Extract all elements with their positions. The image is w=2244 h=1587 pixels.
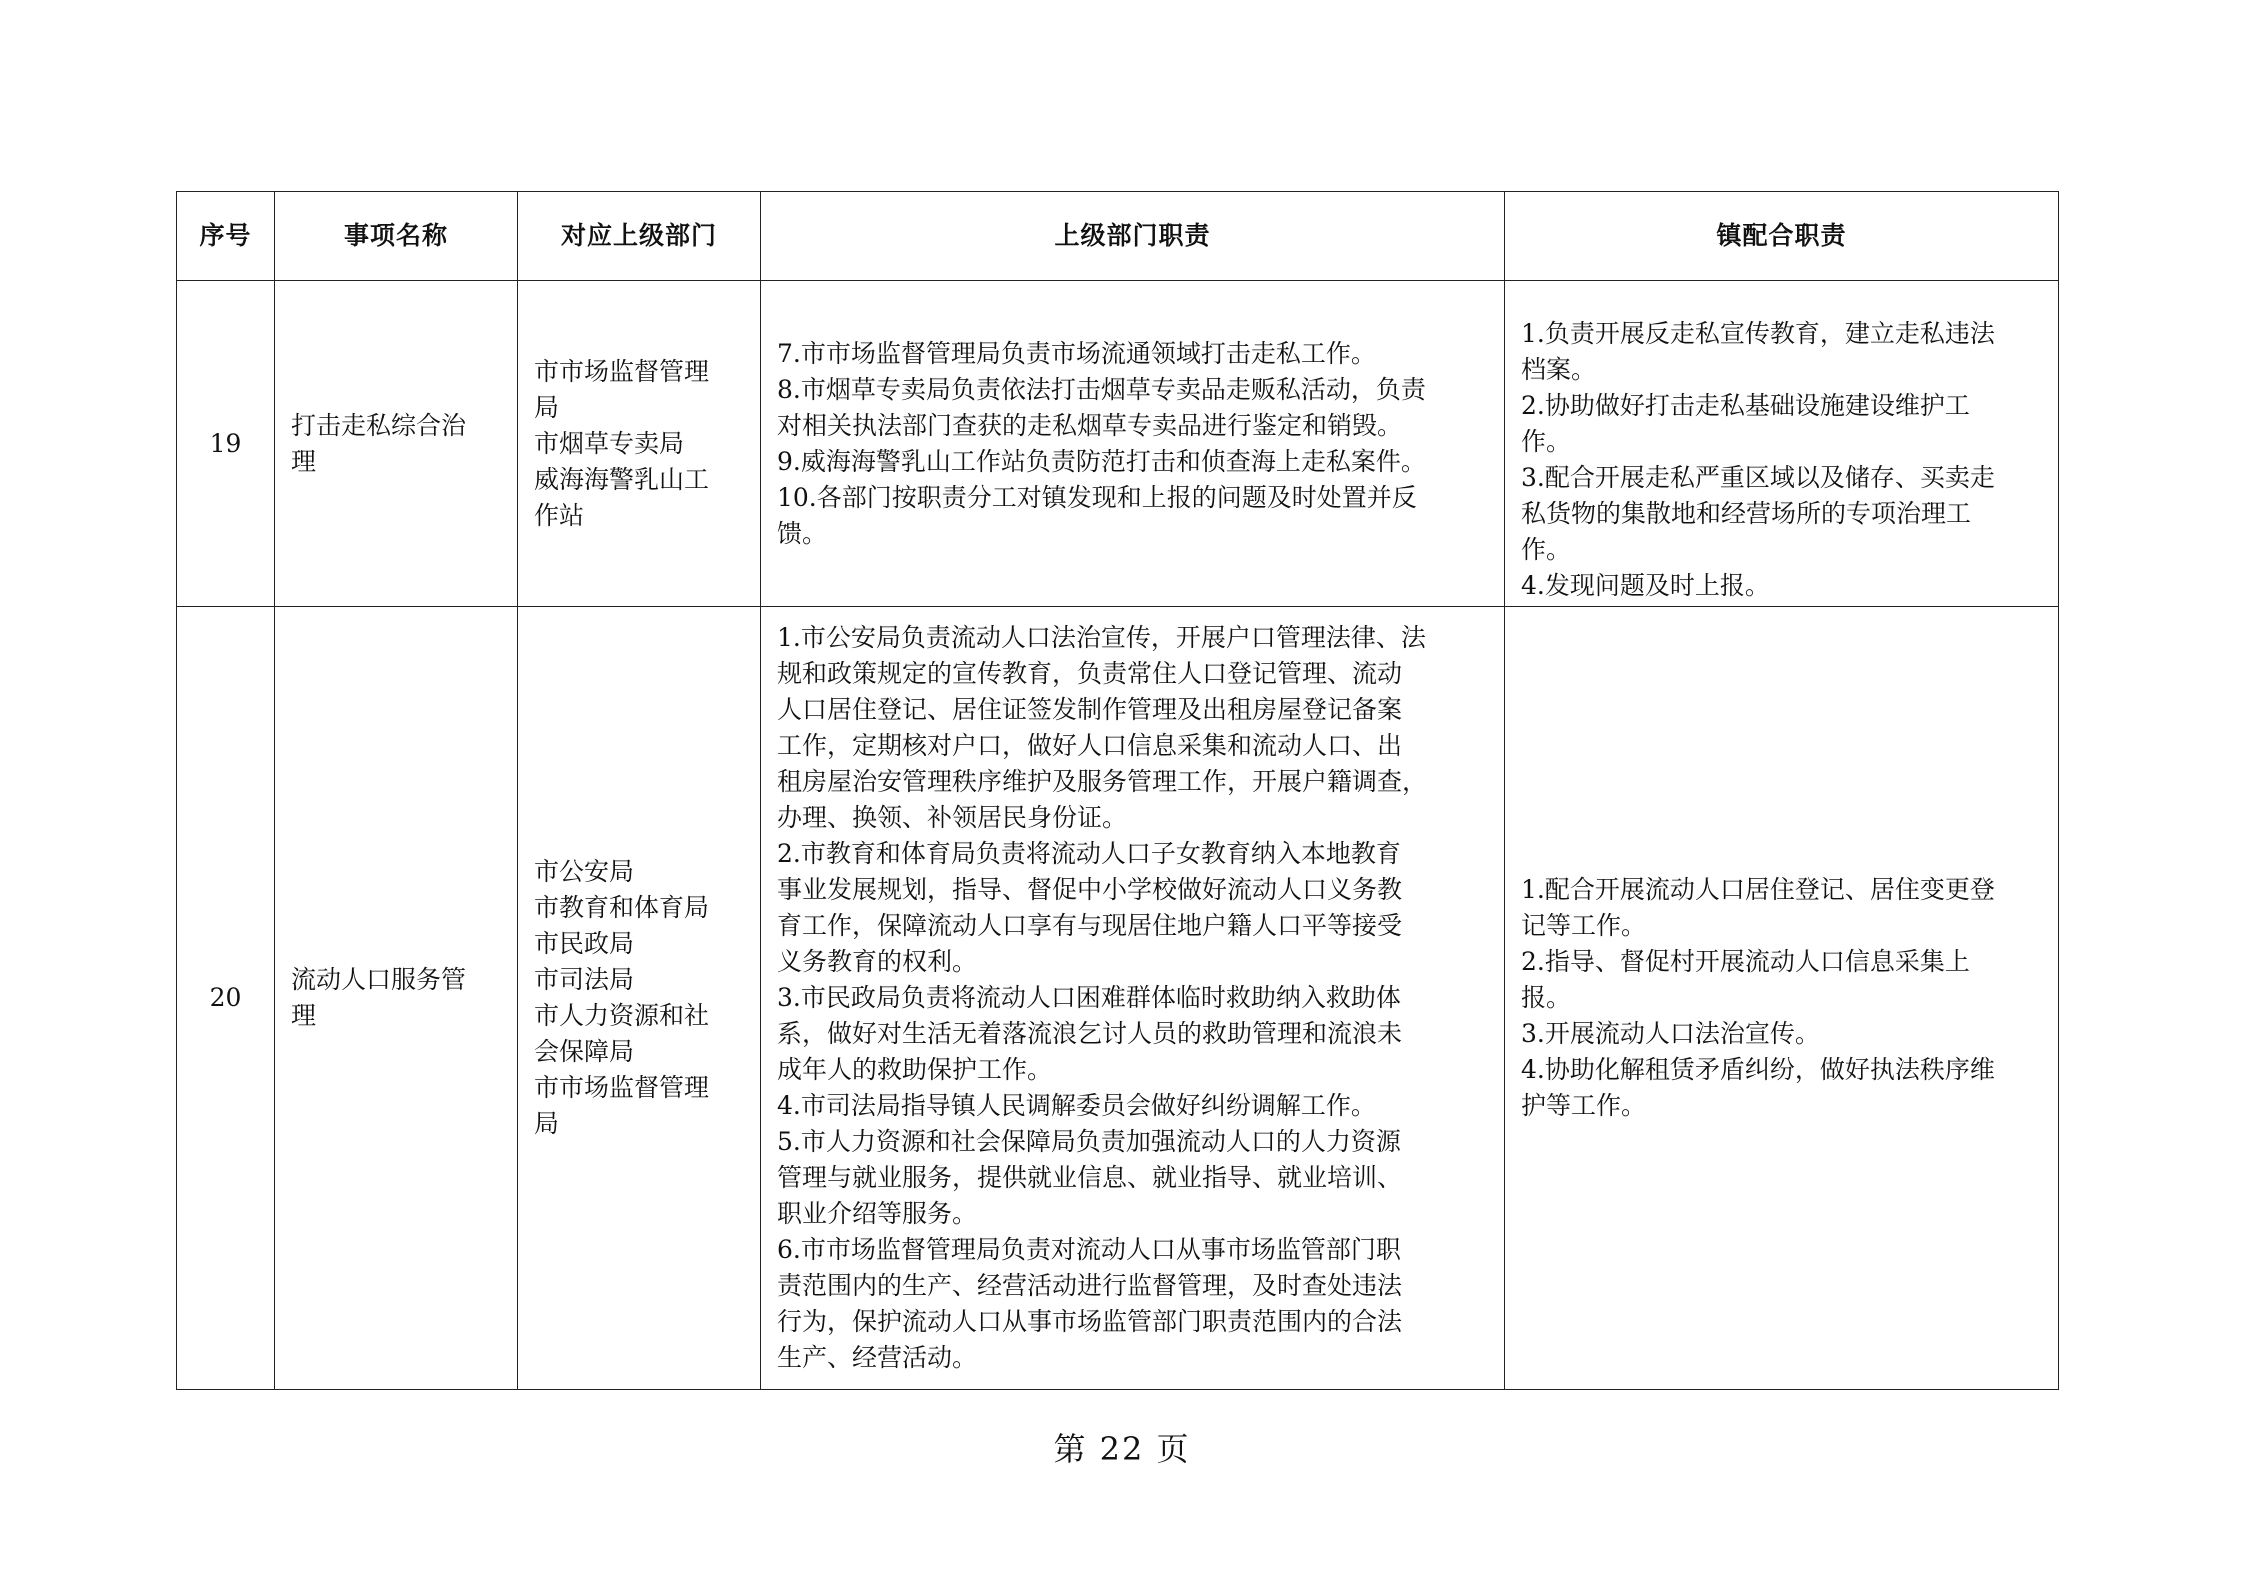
town-duties-cell [1505,607,2059,1390]
cell-line: 义务教育的权利。 [777,947,978,976]
cell-line: 护等工作。 [1521,1091,1647,1120]
cell-line: 1.市公安局负责流动人口法治宣传，开展户口管理法律、法 [777,623,1426,652]
cell-line: 3.开展流动人口法治宣传。 [1521,1019,1820,1048]
cell-line: 报。 [1521,983,1572,1012]
cell-line: 市教育和体育局 [534,893,710,922]
cell-line: 作。 [1521,427,1572,456]
cell-line: 8.市烟草专卖局负责依法打击烟草专卖品走贩私活动，负责 [777,374,1426,404]
cell-line: 4.协助化解租赁矛盾纠纷，做好执法秩序维 [1521,1055,1995,1084]
superior-dept-cell [518,607,761,1390]
cell-line: 作站 [534,500,585,530]
cell-line: 工作，定期核对户口，做好人口信息采集和流动人口、出 [777,731,1403,760]
superior-duties-cell [761,607,1505,1390]
cell-line: 5.市人力资源和社会保障局负责加强流动人口的人力资源 [777,1127,1401,1156]
cell-line: 理 [291,1001,317,1030]
cell-line: 理 [291,446,317,476]
table-row [177,607,2059,1390]
cell-line: 市市场监督管理 [534,1073,710,1102]
cell-line: 流动人口服务管 [291,965,467,994]
cell-line: 4.发现问题及时上报。 [1521,571,1770,600]
header-superior-dept: 对应上级部门 [518,192,761,281]
cell-line: 记等工作。 [1521,911,1647,940]
cell-line: 办理、换领、补领居民身份证。 [777,803,1128,832]
cell-line: 档案。 [1521,355,1597,384]
town-duties-cell [1505,281,2059,607]
cell-line: 3.配合开展走私严重区域以及储存、买卖走 [1521,463,1995,492]
cell-line: 职业介绍等服务。 [777,1199,978,1228]
cell-line: 威海海警乳山工 [534,464,710,494]
cell-line: 育工作，保障流动人口享有与现居住地户籍人口平等接受 [777,911,1403,940]
cell-line: 事业发展规划，指导、督促中小学校做好流动人口义务教 [777,875,1403,904]
cell-line: 局 [534,392,560,422]
cell-line: 规和政策规定的宣传教育，负责常住人口登记管理、流动 [777,659,1403,688]
cell-line: 10.各部门按职责分工对镇发现和上报的问题及时处置并反 [777,482,1417,512]
item-name-cell [275,607,518,1390]
cell-line: 2.市教育和体育局负责将流动人口子女教育纳入本地教育 [777,839,1401,868]
page-number: 第 22 页 [1053,1430,1191,1468]
cell-line: 3.市民政局负责将流动人口困难群体临时救助纳入救助体 [777,983,1401,1012]
cell-line: 打击走私综合治 [291,410,467,440]
cell-line: 会保障局 [534,1037,635,1066]
cell-line: 局 [534,1109,560,1138]
cell-line: 4.市司法局指导镇人民调解委员会做好纠纷调解工作。 [777,1091,1376,1120]
superior-dept-cell [518,281,761,607]
cell-line: 私货物的集散地和经营场所的专项治理工 [1521,499,1972,528]
cell-line: 系，做好对生活无着落流浪乞讨人员的救助管理和流浪未 [777,1019,1403,1048]
header-item-name: 事项名称 [275,192,518,281]
table-row [177,281,2059,607]
row-number: 19 [177,281,275,607]
cell-line: 6.市市场监督管理局负责对流动人口从事市场监管部门职 [777,1235,1401,1264]
table-header-row [177,192,2059,281]
header-town-duties: 镇配合职责 [1505,192,2059,281]
cell-line: 市烟草专卖局 [534,428,685,458]
cell-line: 7.市市场监督管理局负责市场流通领域打击走私工作。 [777,338,1376,368]
superior-duties-cell [761,281,1505,607]
duty-table [176,191,2059,1390]
cell-line: 2.协助做好打击走私基础设施建设维护工 [1521,391,1970,420]
cell-line: 对相关执法部门查获的走私烟草专卖品进行鉴定和销毁。 [777,410,1403,440]
cell-line: 人口居住登记、居住证签发制作管理及出租房屋登记备案 [777,695,1403,724]
header-superior-duties: 上级部门职责 [761,192,1505,281]
cell-line: 市人力资源和社 [534,1001,710,1030]
cell-line: 责范围内的生产、经营活动进行监督管理，及时查处违法 [777,1271,1403,1300]
cell-line: 市司法局 [534,965,635,994]
cell-line: 成年人的救助保护工作。 [777,1055,1053,1084]
cell-line: 馈。 [777,518,828,548]
cell-line: 市公安局 [534,857,635,886]
cell-line: 2.指导、督促村开展流动人口信息采集上 [1521,947,1970,976]
cell-line: 1.配合开展流动人口居住登记、居住变更登 [1521,875,1995,904]
cell-line: 市市场监督管理 [534,356,710,386]
cell-line: 作。 [1521,535,1572,564]
cell-line: 租房屋治安管理秩序维护及服务管理工作，开展户籍调查， [777,767,1428,796]
cell-line: 9.威海海警乳山工作站负责防范打击和侦查海上走私案件。 [777,446,1426,476]
row-number: 20 [177,607,275,1390]
cell-line: 市民政局 [534,929,635,958]
cell-line: 行为，保护流动人口从事市场监管部门职责范围内的合法 [777,1307,1403,1336]
header-no: 序号 [177,192,275,281]
cell-line: 1.负责开展反走私宣传教育，建立走私违法 [1521,319,1995,348]
cell-line: 生产、经营活动。 [777,1343,978,1372]
item-name-cell [275,281,518,607]
cell-line: 管理与就业服务，提供就业信息、就业指导、就业培训、 [777,1163,1403,1192]
